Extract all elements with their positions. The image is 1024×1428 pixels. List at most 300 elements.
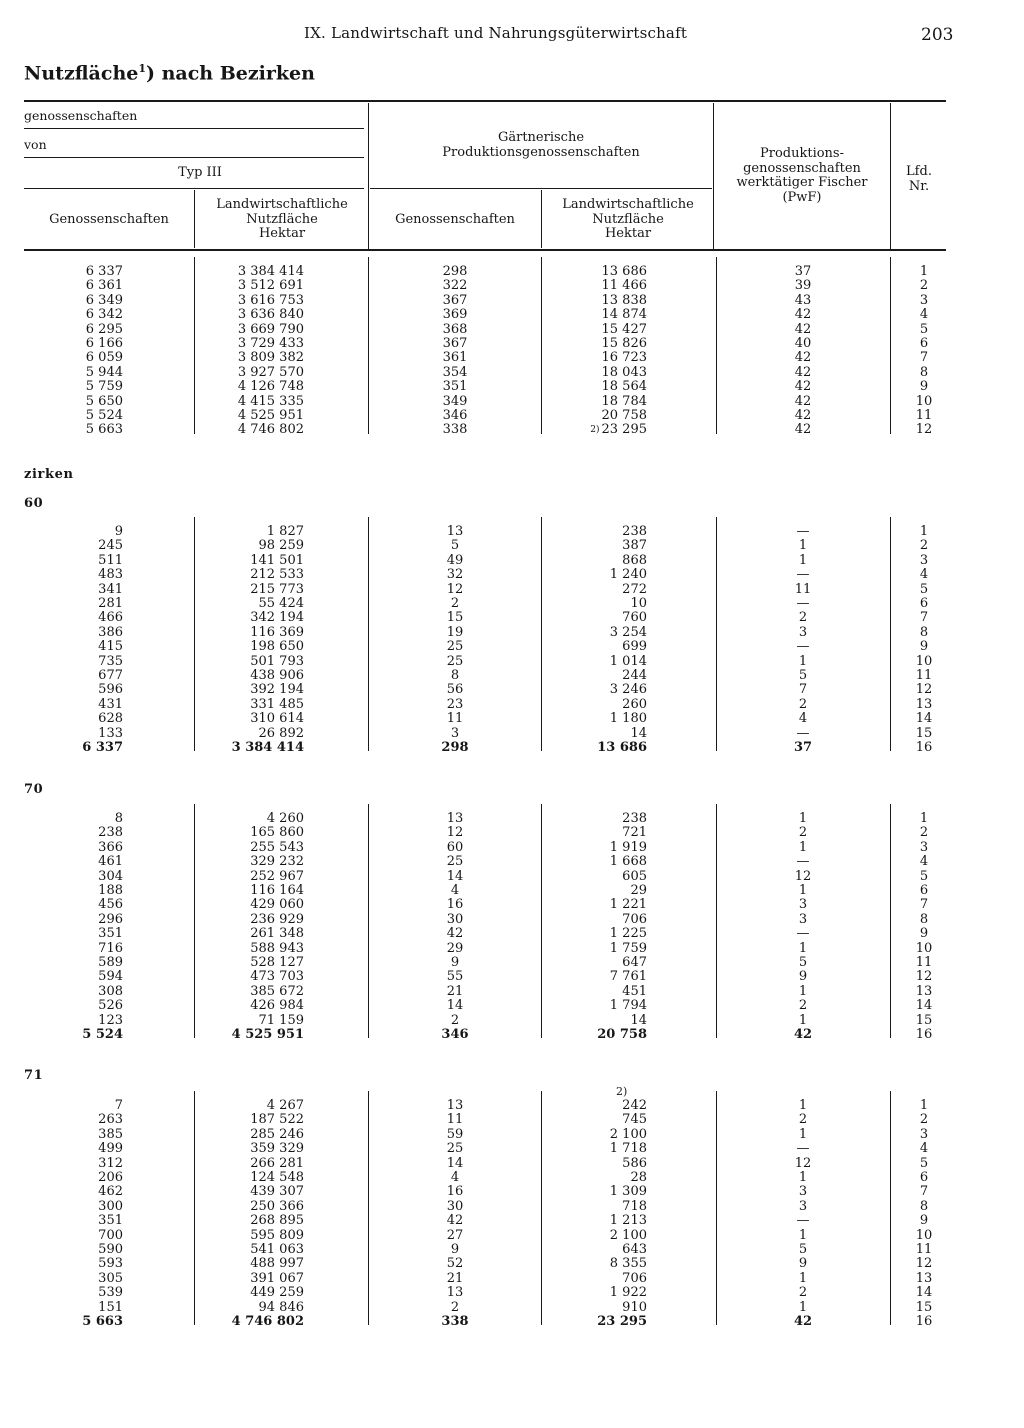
- table-cell: 6: [919, 1170, 929, 1185]
- table-cell: 2: [798, 1112, 808, 1128]
- table-cell: 6 166: [85, 336, 123, 351]
- table-cell: 5: [919, 581, 929, 597]
- table-cell: 250 366: [250, 1198, 304, 1214]
- table-cell: 14: [915, 998, 933, 1014]
- table-cell: 238: [622, 524, 647, 539]
- column-divider: [890, 257, 891, 434]
- table-cell: 16: [446, 897, 464, 913]
- table-cell: 37: [794, 264, 812, 279]
- table-cell: 9: [919, 1213, 929, 1229]
- table-cell: 2: [450, 1012, 460, 1028]
- table-cell: 26 892: [258, 725, 304, 741]
- table-cell: 94 846: [258, 1299, 304, 1315]
- table-cell: 4: [919, 307, 929, 323]
- table-cell: 13 686: [597, 740, 647, 755]
- table-cell: 386: [98, 624, 123, 640]
- table-cell: 429 060: [250, 897, 304, 913]
- table-cell: 8 355: [609, 1256, 647, 1272]
- table-cell: 42: [793, 1314, 813, 1329]
- table-cell: 718: [622, 1198, 647, 1214]
- table-cell: 238: [98, 825, 123, 841]
- col-pwf: Produktions- genossenschaften werktätiger Fischer (PwF): [736, 146, 868, 205]
- table-cell: 3 809 382: [237, 350, 304, 366]
- table-cell: 141 501: [250, 552, 304, 568]
- table-cell: 98 259: [258, 538, 304, 554]
- table-cell: 7: [919, 1184, 929, 1200]
- table-cell: 1 309: [609, 1184, 647, 1200]
- table-cell: 23 295: [597, 1314, 647, 1329]
- table-cell: 8: [919, 911, 929, 927]
- table-cell: 123: [98, 1012, 123, 1028]
- table-cell: 647: [622, 955, 647, 970]
- table-cell: 15 427: [601, 321, 647, 337]
- table-cell: 466: [98, 610, 123, 626]
- table-cell: 349: [442, 393, 468, 409]
- column-divider: [716, 257, 717, 434]
- table-cell: 2 100: [609, 1126, 647, 1142]
- table-cell: 1: [798, 1270, 808, 1286]
- table-cell: 12: [446, 825, 464, 841]
- typ-label: Typ III: [178, 165, 222, 180]
- table-cell: 20 758: [601, 408, 647, 423]
- table-cell: 449 259: [250, 1285, 304, 1301]
- table-cell: 12: [915, 422, 933, 438]
- table-cell: 439 307: [250, 1184, 304, 1200]
- table-cell: 501 793: [250, 653, 304, 669]
- table-cell: 3: [919, 839, 929, 855]
- table-cell: 7: [919, 897, 929, 913]
- table-cell: 3 729 433: [237, 336, 304, 351]
- table-cell: 12: [915, 969, 933, 985]
- section-label-bezirken: zirken: [24, 467, 74, 482]
- table-cell: 9: [114, 524, 123, 539]
- table-cell: 3 616 753: [237, 292, 304, 308]
- table-cell: 511: [98, 552, 123, 568]
- table-cell: 7: [114, 1098, 123, 1113]
- table-cell: 387: [622, 538, 647, 554]
- table-cell: 596: [98, 682, 123, 698]
- table-cell: 4 267: [266, 1098, 304, 1113]
- table-cell: 14 874: [601, 307, 647, 323]
- table-cell: 3: [798, 1184, 808, 1200]
- table-cell: 341: [98, 581, 123, 597]
- table-cell: 16: [915, 1314, 933, 1329]
- table-cell: 13: [446, 1285, 464, 1301]
- table-cell: 1: [919, 264, 929, 279]
- table-cell: 1: [798, 883, 808, 898]
- table-cell: 30: [446, 1198, 464, 1214]
- table-cell: 367: [442, 336, 468, 351]
- table-cell: 354: [442, 364, 468, 380]
- table-cell: 5: [919, 868, 929, 884]
- table-cell: 5 663: [82, 1314, 123, 1329]
- table-cell: 3 636 840: [237, 307, 304, 323]
- col-nutzflaeche-2: Landwirtschaftliche Nutzfläche Hektar: [562, 197, 694, 241]
- table-cell: 462: [98, 1184, 123, 1200]
- table-cell: 13: [915, 983, 933, 999]
- table-cell: 116 369: [250, 624, 304, 640]
- table-cell: 483: [98, 567, 123, 583]
- table-cell: 187 522: [250, 1112, 304, 1128]
- table-cell: —: [796, 567, 810, 583]
- table-cell: 245: [98, 538, 123, 554]
- table-cell: 55: [446, 969, 464, 985]
- table-cell: 268 895: [250, 1213, 304, 1229]
- col-nutzflaeche-1: Landwirtschaftliche Nutzfläche Hektar: [216, 197, 348, 241]
- table-cell: 49: [446, 552, 464, 568]
- table-cell: 42: [794, 307, 812, 323]
- table-cell: 272: [622, 581, 647, 597]
- table-cell: 1: [798, 1012, 808, 1028]
- table-cell: 9: [919, 379, 929, 395]
- table-cell: 539: [98, 1285, 123, 1301]
- table-cell: 13: [446, 524, 464, 539]
- table-cell: 13 838: [601, 292, 647, 308]
- table-cell: 5 663: [85, 422, 123, 438]
- table-cell: 25: [446, 653, 464, 669]
- table-cell: 244: [622, 668, 647, 683]
- table-cell: 526: [98, 998, 123, 1014]
- table-cell: 586: [622, 1155, 647, 1171]
- table-cell: 595 809: [250, 1227, 304, 1243]
- table-cell: 5 650: [85, 393, 123, 409]
- table-cell: 116 164: [250, 883, 304, 898]
- table-cell: 238: [622, 811, 647, 826]
- table-cell: 590: [98, 1242, 123, 1257]
- table-cell: 6: [919, 883, 929, 898]
- table-cell: 5 524: [82, 1027, 123, 1042]
- table-cell: 438 906: [250, 668, 304, 683]
- table-cell: 133: [98, 725, 123, 741]
- table-cell: 3: [919, 292, 929, 308]
- table-cell: 3 246: [609, 682, 647, 698]
- table-cell: 6 361: [85, 278, 123, 294]
- table-cell: 528 127: [250, 955, 304, 970]
- table-cell: 255 543: [250, 839, 304, 855]
- table-cell: 1 922: [609, 1285, 647, 1301]
- table-cell: 4: [798, 711, 808, 727]
- header-rule-2: [24, 157, 364, 158]
- table-cell: 40: [794, 336, 812, 351]
- col-genossenschaften-2: Genossenschaften: [395, 212, 515, 227]
- table-cell: 285 246: [250, 1126, 304, 1142]
- table-cell: 42: [446, 1213, 464, 1229]
- table-cell: —: [796, 1213, 810, 1229]
- table-cell: 699: [622, 639, 647, 655]
- table-cell: 39: [794, 278, 812, 294]
- table-cell: 706: [622, 911, 647, 927]
- table-cell: 359 329: [250, 1141, 304, 1157]
- table-cell: 9: [919, 926, 929, 942]
- table-cell: 4: [919, 1141, 929, 1157]
- header-rule-1: [24, 128, 364, 129]
- column-divider: [541, 804, 542, 1038]
- table-cell: 1: [798, 1227, 808, 1243]
- header-bottom-rule: [24, 249, 946, 251]
- table-cell: 3 384 414: [231, 740, 304, 755]
- table-cell: 8: [450, 668, 460, 683]
- table-cell: 716: [98, 940, 123, 956]
- column-divider: [194, 1091, 195, 1325]
- table-cell: 1 014: [609, 653, 647, 669]
- table-cell: 206: [98, 1170, 123, 1185]
- column-divider: [368, 804, 369, 1038]
- column-divider: [368, 257, 369, 434]
- table-cell: 60: [446, 839, 464, 855]
- table-cell: 456: [98, 897, 123, 913]
- column-divider: [890, 517, 891, 751]
- chapter-title: IX. Landwirtschaft und Nahrungsgüterwirtschaft: [304, 24, 688, 42]
- table-cell: 30: [446, 911, 464, 927]
- table-cell: 312: [98, 1155, 123, 1171]
- table-cell: 10: [915, 940, 933, 956]
- column-divider: [194, 517, 195, 751]
- table-cell: 16 723: [601, 350, 647, 366]
- table-cell: 13: [446, 1098, 464, 1113]
- table-cell: 9: [450, 1242, 460, 1257]
- column-divider: [194, 804, 195, 1038]
- table-cell: 1: [798, 538, 808, 554]
- table-cell: 3: [798, 1198, 808, 1214]
- table-cell: 1 718: [609, 1141, 647, 1157]
- table-cell: 910: [622, 1299, 647, 1315]
- table-cell: 7: [798, 682, 808, 698]
- table-top-rule: [24, 100, 946, 102]
- table-cell: 12: [915, 1256, 933, 1272]
- table-cell: 37: [793, 740, 813, 755]
- table-cell: 6 337: [82, 740, 123, 755]
- table-cell: 3 254: [609, 624, 647, 640]
- table-cell: 391 067: [250, 1270, 304, 1286]
- table-cell: 338: [442, 422, 468, 438]
- table-cell: 1 240: [609, 567, 647, 583]
- table-cell: 499: [98, 1141, 123, 1157]
- table-cell: 1: [798, 1098, 808, 1113]
- column-divider: [716, 517, 717, 751]
- table-cell: 3 927 570: [237, 364, 304, 380]
- table-cell: 43: [794, 292, 812, 308]
- table-cell: 735: [98, 653, 123, 669]
- table-cell: 6 337: [85, 264, 123, 279]
- table-cell: 310 614: [250, 711, 304, 727]
- column-divider: [368, 1091, 369, 1325]
- column-divider: [368, 517, 369, 751]
- table-cell: 5 524: [85, 408, 123, 423]
- table-cell: 3 512 691: [237, 278, 304, 294]
- table-cell: 11: [446, 1112, 464, 1128]
- table-cell: 488 997: [250, 1256, 304, 1272]
- table-cell: 8: [919, 364, 929, 380]
- table-cell: 1: [798, 1299, 808, 1315]
- table-cell: 11: [915, 955, 933, 970]
- column-divider: [541, 257, 542, 434]
- table-cell: —: [796, 854, 810, 870]
- table-cell: 4: [450, 883, 460, 898]
- table-cell: 721: [622, 825, 647, 841]
- table-cell: 10: [630, 596, 647, 611]
- table-cell: 15: [915, 1299, 933, 1315]
- table-cell: 4: [450, 1170, 460, 1185]
- table-cell: 5: [798, 1242, 808, 1257]
- table-cell: 346: [442, 408, 468, 423]
- table-cell: 677: [98, 668, 123, 683]
- table-cell: $^{2)}$ 23 295: [590, 422, 647, 438]
- table-cell: 346: [441, 1027, 469, 1042]
- table-cell: 385: [98, 1126, 123, 1142]
- table-cell: 541 063: [250, 1242, 304, 1257]
- von-label: von: [24, 137, 47, 152]
- table-cell: 368: [442, 321, 468, 337]
- table-cell: 367: [442, 292, 468, 308]
- table-cell: 1: [798, 839, 808, 855]
- table-cell: 252 967: [250, 868, 304, 884]
- section-label-70: 70: [24, 782, 44, 797]
- col-genossenschaften-1: Genossenschaften: [49, 212, 169, 227]
- table-cell: 15: [446, 610, 464, 626]
- table-cell: 4 746 802: [237, 422, 304, 438]
- table-cell: 8: [114, 811, 123, 826]
- table-cell: 52: [446, 1256, 464, 1272]
- table-cell: 13: [915, 696, 933, 712]
- table-cell: 18 043: [601, 364, 647, 380]
- table-cell: 12: [915, 682, 933, 698]
- table-cell: 2: [919, 825, 929, 841]
- table-cell: 124 548: [250, 1170, 304, 1185]
- table-cell: 16: [446, 1184, 464, 1200]
- table-cell: 14: [915, 1285, 933, 1301]
- table-cell: 4 746 802: [231, 1314, 304, 1329]
- table-cell: 7: [919, 610, 929, 626]
- group-label: genossenschaften: [24, 108, 138, 123]
- table-cell: 593: [98, 1256, 123, 1272]
- table-cell: 588 943: [250, 940, 304, 956]
- table-cell: 300: [98, 1198, 123, 1214]
- table-cell: 14: [630, 1012, 647, 1028]
- table-cell: 42: [794, 364, 812, 380]
- table-cell: 12: [446, 581, 464, 597]
- table-cell: —: [796, 1141, 810, 1157]
- table-cell: 2: [450, 1299, 460, 1315]
- table-cell: 2: [798, 696, 808, 712]
- table-cell: 2: [450, 596, 460, 611]
- table-cell: 3: [798, 897, 808, 913]
- table-cell: 260: [622, 696, 647, 712]
- table-cell: 1 919: [609, 839, 647, 855]
- table-cell: 25: [446, 854, 464, 870]
- table-cell: 2: [919, 278, 929, 294]
- table-cell: 4 126 748: [237, 379, 304, 395]
- table-cell: 605: [622, 868, 647, 884]
- table-cell: 14: [446, 868, 464, 884]
- table-cell: 473 703: [250, 969, 304, 985]
- table-cell: 298: [441, 740, 469, 755]
- table-cell: 71 159: [258, 1012, 304, 1028]
- table-cell: 706: [622, 1270, 647, 1286]
- table-cell: 236 929: [250, 911, 304, 927]
- column-divider: [716, 1091, 717, 1325]
- table-cell: 13: [915, 1270, 933, 1286]
- table-cell: 15 826: [601, 336, 647, 351]
- table-cell: 7 761: [609, 969, 647, 985]
- table-cell: 1 759: [609, 940, 647, 956]
- table-cell: 5 944: [85, 364, 123, 380]
- table-cell: 9: [919, 639, 929, 655]
- table-cell: 42: [446, 926, 464, 942]
- table-cell: 451: [622, 983, 647, 999]
- table-cell: 6: [919, 336, 929, 351]
- table-cell: 760: [622, 610, 647, 626]
- table-cell: 18 784: [601, 393, 647, 409]
- gpg-group-header: Gärtnerische Produktionsgenossenschaften: [442, 130, 640, 160]
- table-cell: 589: [98, 955, 123, 970]
- table-cell: 431: [98, 696, 123, 712]
- table-cell: 6 059: [85, 350, 123, 366]
- table-cell: 42: [794, 408, 812, 423]
- table-cell: 13: [446, 811, 464, 826]
- table-cell: 42: [794, 393, 812, 409]
- table-cell: 1: [798, 940, 808, 956]
- table-cell: 188: [98, 883, 123, 898]
- table-cell: 329 232: [250, 854, 304, 870]
- table-cell: 1: [798, 1126, 808, 1142]
- column-divider: [541, 517, 542, 751]
- table-cell: 20 758: [597, 1027, 647, 1042]
- table-cell: 305: [98, 1270, 123, 1286]
- table-cell: 351: [98, 926, 123, 942]
- table-cell: 15: [915, 725, 933, 741]
- table-cell: 1: [919, 811, 929, 826]
- table-cell: 3: [798, 911, 808, 927]
- table-cell: 4 525 951: [231, 1027, 304, 1042]
- table-cell: 11 466: [601, 278, 647, 294]
- table-cell: 9: [798, 969, 808, 985]
- table-cell: —: [796, 524, 810, 539]
- table-cell: 42: [794, 379, 812, 395]
- table-cell: 19: [446, 624, 464, 640]
- table-cell: 21: [446, 983, 464, 999]
- table-cell: 3: [919, 552, 929, 568]
- table-cell: 14: [630, 725, 647, 741]
- table-cell: 628: [98, 711, 123, 727]
- table-cell: 2: [919, 1112, 929, 1128]
- page-title: Nutzfläche$^1$) nach Bezirken: [24, 62, 315, 85]
- table-cell: 643: [622, 1242, 647, 1257]
- table-cell: 12: [794, 868, 812, 884]
- table-cell: 3: [450, 725, 460, 741]
- table-cell: 1 213: [609, 1213, 647, 1229]
- table-cell: 369: [442, 307, 468, 323]
- table-cell: 426 984: [250, 998, 304, 1014]
- table-cell: 1 827: [266, 524, 304, 539]
- table-cell: 3 669 790: [237, 321, 304, 337]
- table-cell: 1: [798, 1170, 808, 1185]
- table-cell: 261 348: [250, 926, 304, 942]
- table-cell: 12: [794, 1155, 812, 1171]
- table-cell: 212 533: [250, 567, 304, 583]
- table-cell: 27: [446, 1227, 464, 1243]
- table-cell: 308: [98, 983, 123, 999]
- table-cell: 29: [630, 883, 647, 898]
- running-header: [0, 24, 1024, 48]
- table-cell: 361: [442, 350, 468, 366]
- table-cell: 461: [98, 854, 123, 870]
- table-cell: 1: [798, 983, 808, 999]
- table-cell: 2: [919, 538, 929, 554]
- table-cell: 29: [446, 940, 464, 956]
- table-cell: 4 415 335: [237, 393, 304, 409]
- table-cell: 2: [798, 610, 808, 626]
- table-cell: 10: [915, 653, 933, 669]
